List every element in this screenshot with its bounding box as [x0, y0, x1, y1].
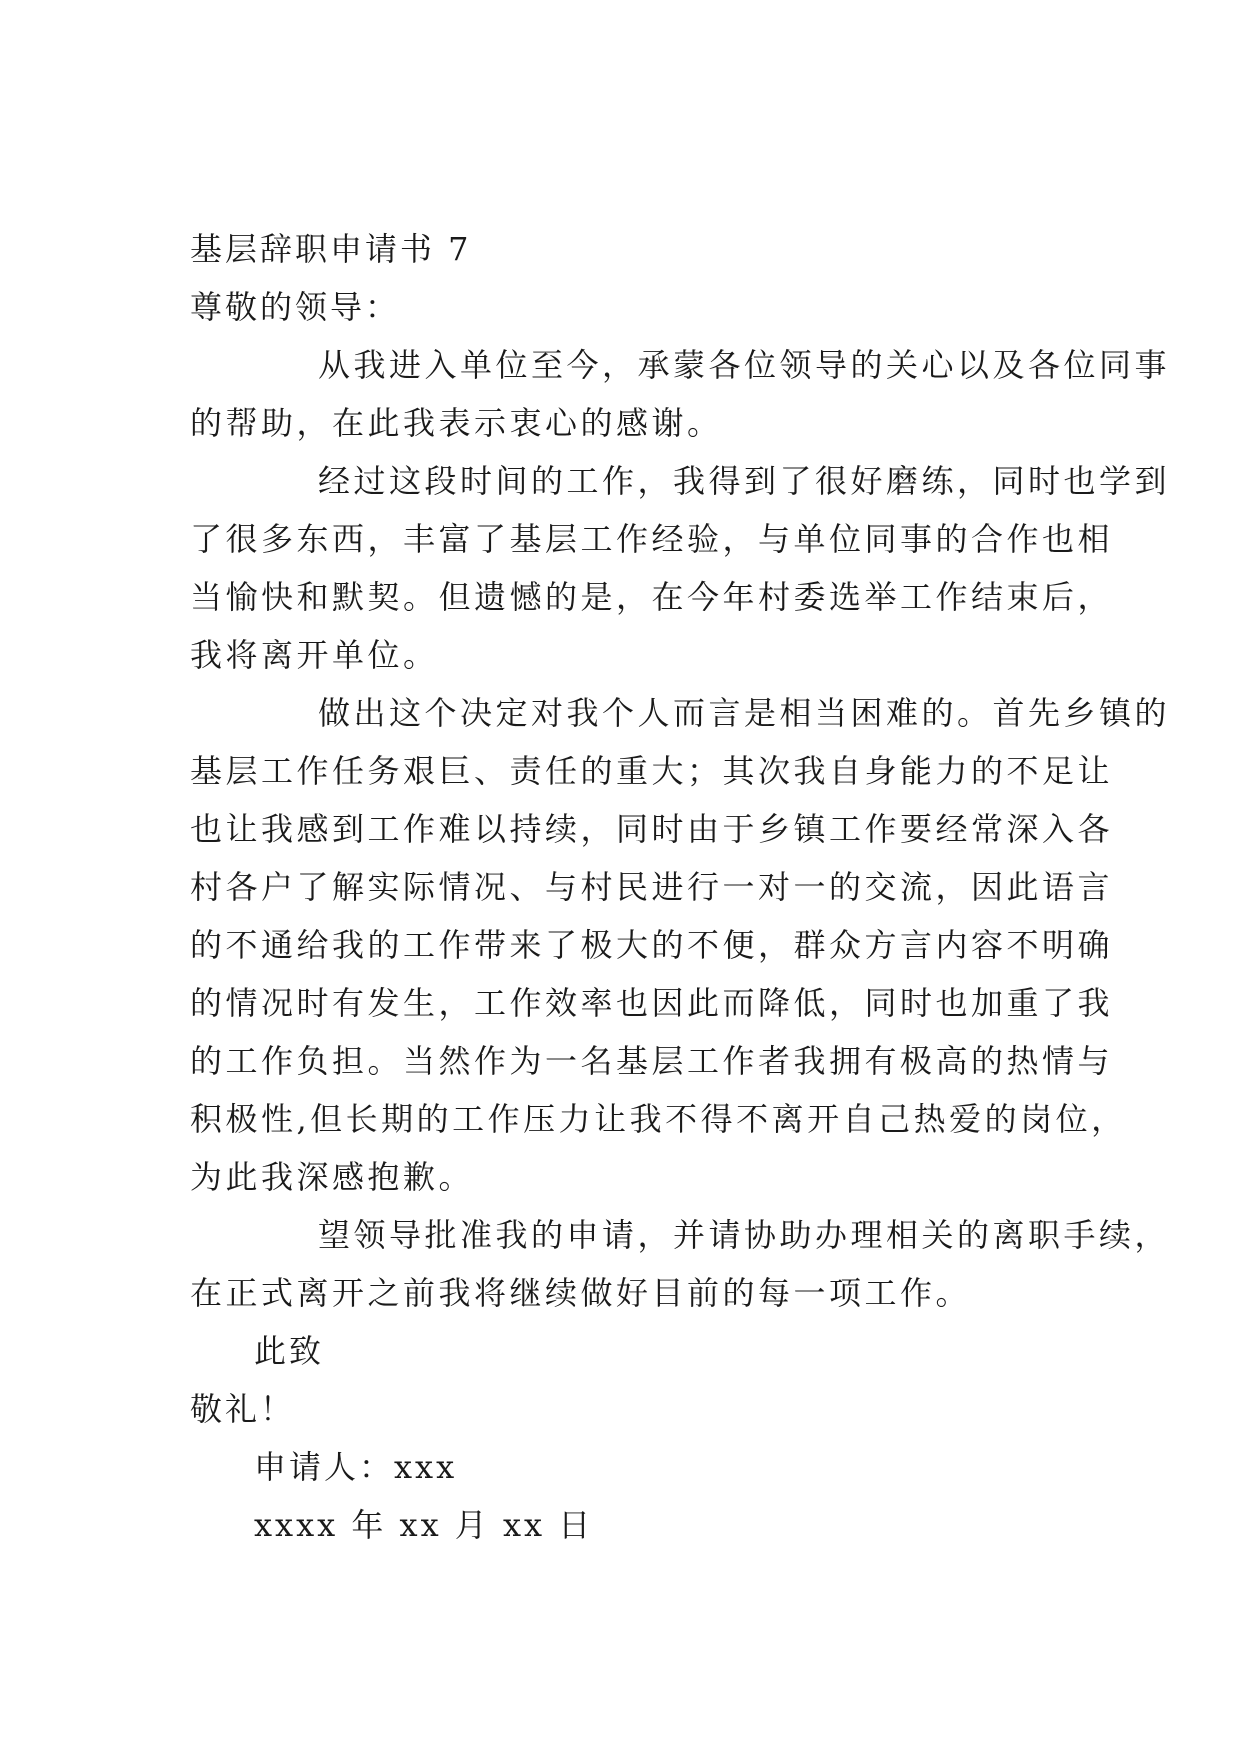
paragraph-1 [190, 336, 1171, 452]
paragraph-line: 经过这段时间的工作，我得到了很好磨练，同时也学到 [318, 462, 1171, 500]
salutation: 尊敬的领导： [190, 288, 401, 326]
paragraph-line: 从我进入单位至今，承蒙各位领导的关心以及各位同事 [318, 346, 1171, 384]
paragraph-line: 积极性,但长期的工作压力让我不得不离开自己热爱的岗位， [190, 1100, 1127, 1138]
paragraph-line: 基层工作任务艰巨、责任的重大；其次我自身能力的不足让 [190, 752, 1114, 790]
paragraph-line: 的情况时有发生，工作效率也因此而降低，同时也加重了我 [190, 984, 1114, 1022]
document-title: 基层辞职申请书 7 [190, 230, 472, 268]
paragraph-line: 为此我深感抱歉。 [190, 1158, 475, 1196]
paragraph-line: 当愉快和默契。但遗憾的是，在今年村委选举工作结束后， [190, 578, 1114, 616]
paragraph-line: 我将离开单位。 [190, 636, 439, 674]
closing-salute: 敬礼！ [190, 1390, 296, 1428]
paragraph-line: 做出这个决定对我个人而言是相当困难的。首先乡镇的 [318, 694, 1171, 732]
body-paragraphs [190, 336, 1171, 1322]
closing-greeting: 此致 [254, 1332, 325, 1370]
paragraph-line: 村各户了解实际情况、与村民进行一对一的交流，因此语言 [190, 868, 1114, 906]
paragraph-line: 了很多东西，丰富了基层工作经验，与单位同事的合作也相 [190, 520, 1114, 558]
paragraph-line: 的不通给我的工作带来了极大的不便，群众方言内容不明确 [190, 926, 1114, 964]
paragraph-line: 望领导批准我的申请，并请协助办理相关的离职手续， [318, 1216, 1171, 1254]
paragraph-line: 在正式离开之前我将继续做好目前的每一项工作。 [190, 1274, 972, 1312]
paragraph-4 [190, 1206, 1171, 1322]
paragraph-line: 的帮助，在此我表示衷心的感谢。 [190, 404, 723, 442]
date: xxxx 年 xx 月 xx 日 [254, 1506, 594, 1544]
paragraph-3 [190, 684, 1171, 1206]
document-page [190, 220, 1171, 1554]
signature: 申请人：xxx [254, 1448, 458, 1486]
paragraph-2 [190, 452, 1171, 684]
paragraph-line: 也让我感到工作难以持续，同时由于乡镇工作要经常深入各 [190, 810, 1114, 848]
paragraph-line: 的工作负担。当然作为一名基层工作者我拥有极高的热情与 [190, 1042, 1114, 1080]
